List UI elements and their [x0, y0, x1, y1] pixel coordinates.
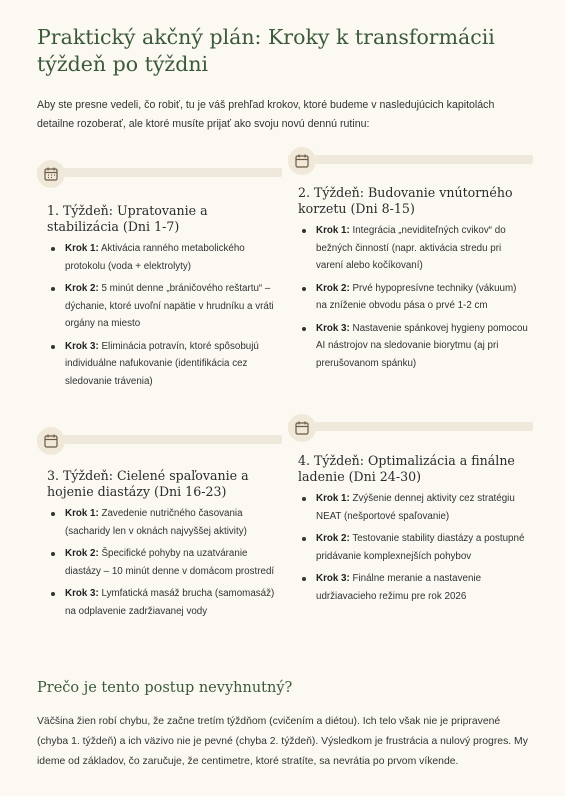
card-bar — [288, 422, 533, 431]
week-title: 2. Týždeň: Budovanie vnútorného korzetu (Dni 8-15) — [298, 185, 513, 216]
list-item: Krok 1: Aktivácia ranného metabolického protokolu (voda + elektrolyty) — [47, 240, 279, 275]
list-item: Krok 2: 5 minút denne „bráničového reštartu“ – dýchanie, ktoré uvoľní napätie v hrudníku a vráti orgány na miesto — [47, 280, 279, 333]
week-card-1 — [37, 160, 282, 390]
calendar-icon — [37, 160, 65, 188]
list-item: Krok 2: Prvé hypopresívne techniky (vákuum) na zníženie obvodu pása o prvé 1-2 cm — [298, 280, 530, 315]
list-item: Krok 1: Integrácia „neviditeľných cvikov“ do bežných činností (napr. aktivácia stredu pri varení alebo kočíkovaní) — [298, 222, 530, 275]
calendar-icon — [37, 427, 65, 455]
card-bar — [288, 155, 533, 164]
list-item: Krok 3: Eliminácia potravín, ktoré spôsobujú individuálne nafukovanie (identifikácia cez sledovanie trávenia) — [47, 338, 279, 391]
outro-paragraph: Väčšina žien robí chybu, že začne tretím týždňom (cvičením a diétou). Ich telo však nie je pripravené (chyba 1. týždeň) a ich väzivo nie je pevné (chyba 2. týždeň). Výsledkom je frustrácia a nulový progres. My ideme od základov, čo zaručuje, že centimetre, ktoré stratíte, sa nevrátia po prvom víkende. — [37, 716, 528, 767]
calendar-icon — [288, 147, 316, 175]
week-title: 4. Týždeň: Optimalizácia a finálne ladenie (Dni 24-30) — [298, 453, 515, 484]
week-title: 1. Týždeň: Upratovanie a stabilizácia (Dni 1-7) — [47, 203, 208, 234]
list-item: Krok 1: Zvýšenie dennej aktivity cez stratégiu NEAT (nešportové spaľovanie) — [298, 490, 530, 525]
card-bar — [37, 435, 282, 444]
step-list — [298, 222, 530, 377]
section-heading: Prečo je tento postup nevyhnutný? — [37, 680, 293, 696]
card-bar — [37, 168, 282, 177]
week-title: 3. Týždeň: Cielené spaľovanie a hojenie diastázy (Dni 16-23) — [47, 468, 249, 499]
week-card-4 — [288, 414, 533, 624]
week-card-3 — [37, 427, 282, 657]
step-list — [298, 490, 530, 610]
list-item: Krok 3: Nastavenie spánkovej hygieny pomocou AI nástrojov na sledovanie biorytmu (aj pri prerušovanom spánku) — [298, 320, 530, 373]
step-list — [47, 240, 279, 395]
list-item: Krok 3: Lymfatická masáž brucha (samomasáž) na odplavenie zadržiavanej vody — [47, 585, 279, 620]
page-title: Praktický akčný plán: Kroky k transformácii týždeň po týždni — [37, 25, 495, 76]
list-item: Krok 3: Finálne meranie a nastavenie udržiavacieho režimu pre rok 2026 — [298, 570, 530, 605]
week-card-2 — [288, 147, 533, 392]
list-item: Krok 1: Zavedenie nutričného časovania (sacharidy len v oknách najvyššej aktivity) — [47, 505, 279, 540]
calendar-icon — [288, 414, 316, 442]
step-list — [47, 505, 279, 625]
list-item: Krok 2: Špecifické pohyby na uzatváranie diastázy – 10 minút denne v domácom prostredí — [47, 545, 279, 580]
intro-paragraph: Aby ste presne vedeli, čo robiť, tu je váš prehľad krokov, ktoré budeme v nasledujúcich kapitolách detailne rozoberať, ale ktoré musíte prijať ako svoju novú dennú rutinu: — [37, 99, 495, 130]
list-item: Krok 2: Testovanie stability diastázy a postupné pridávanie komplexnejších pohybov — [298, 530, 530, 565]
